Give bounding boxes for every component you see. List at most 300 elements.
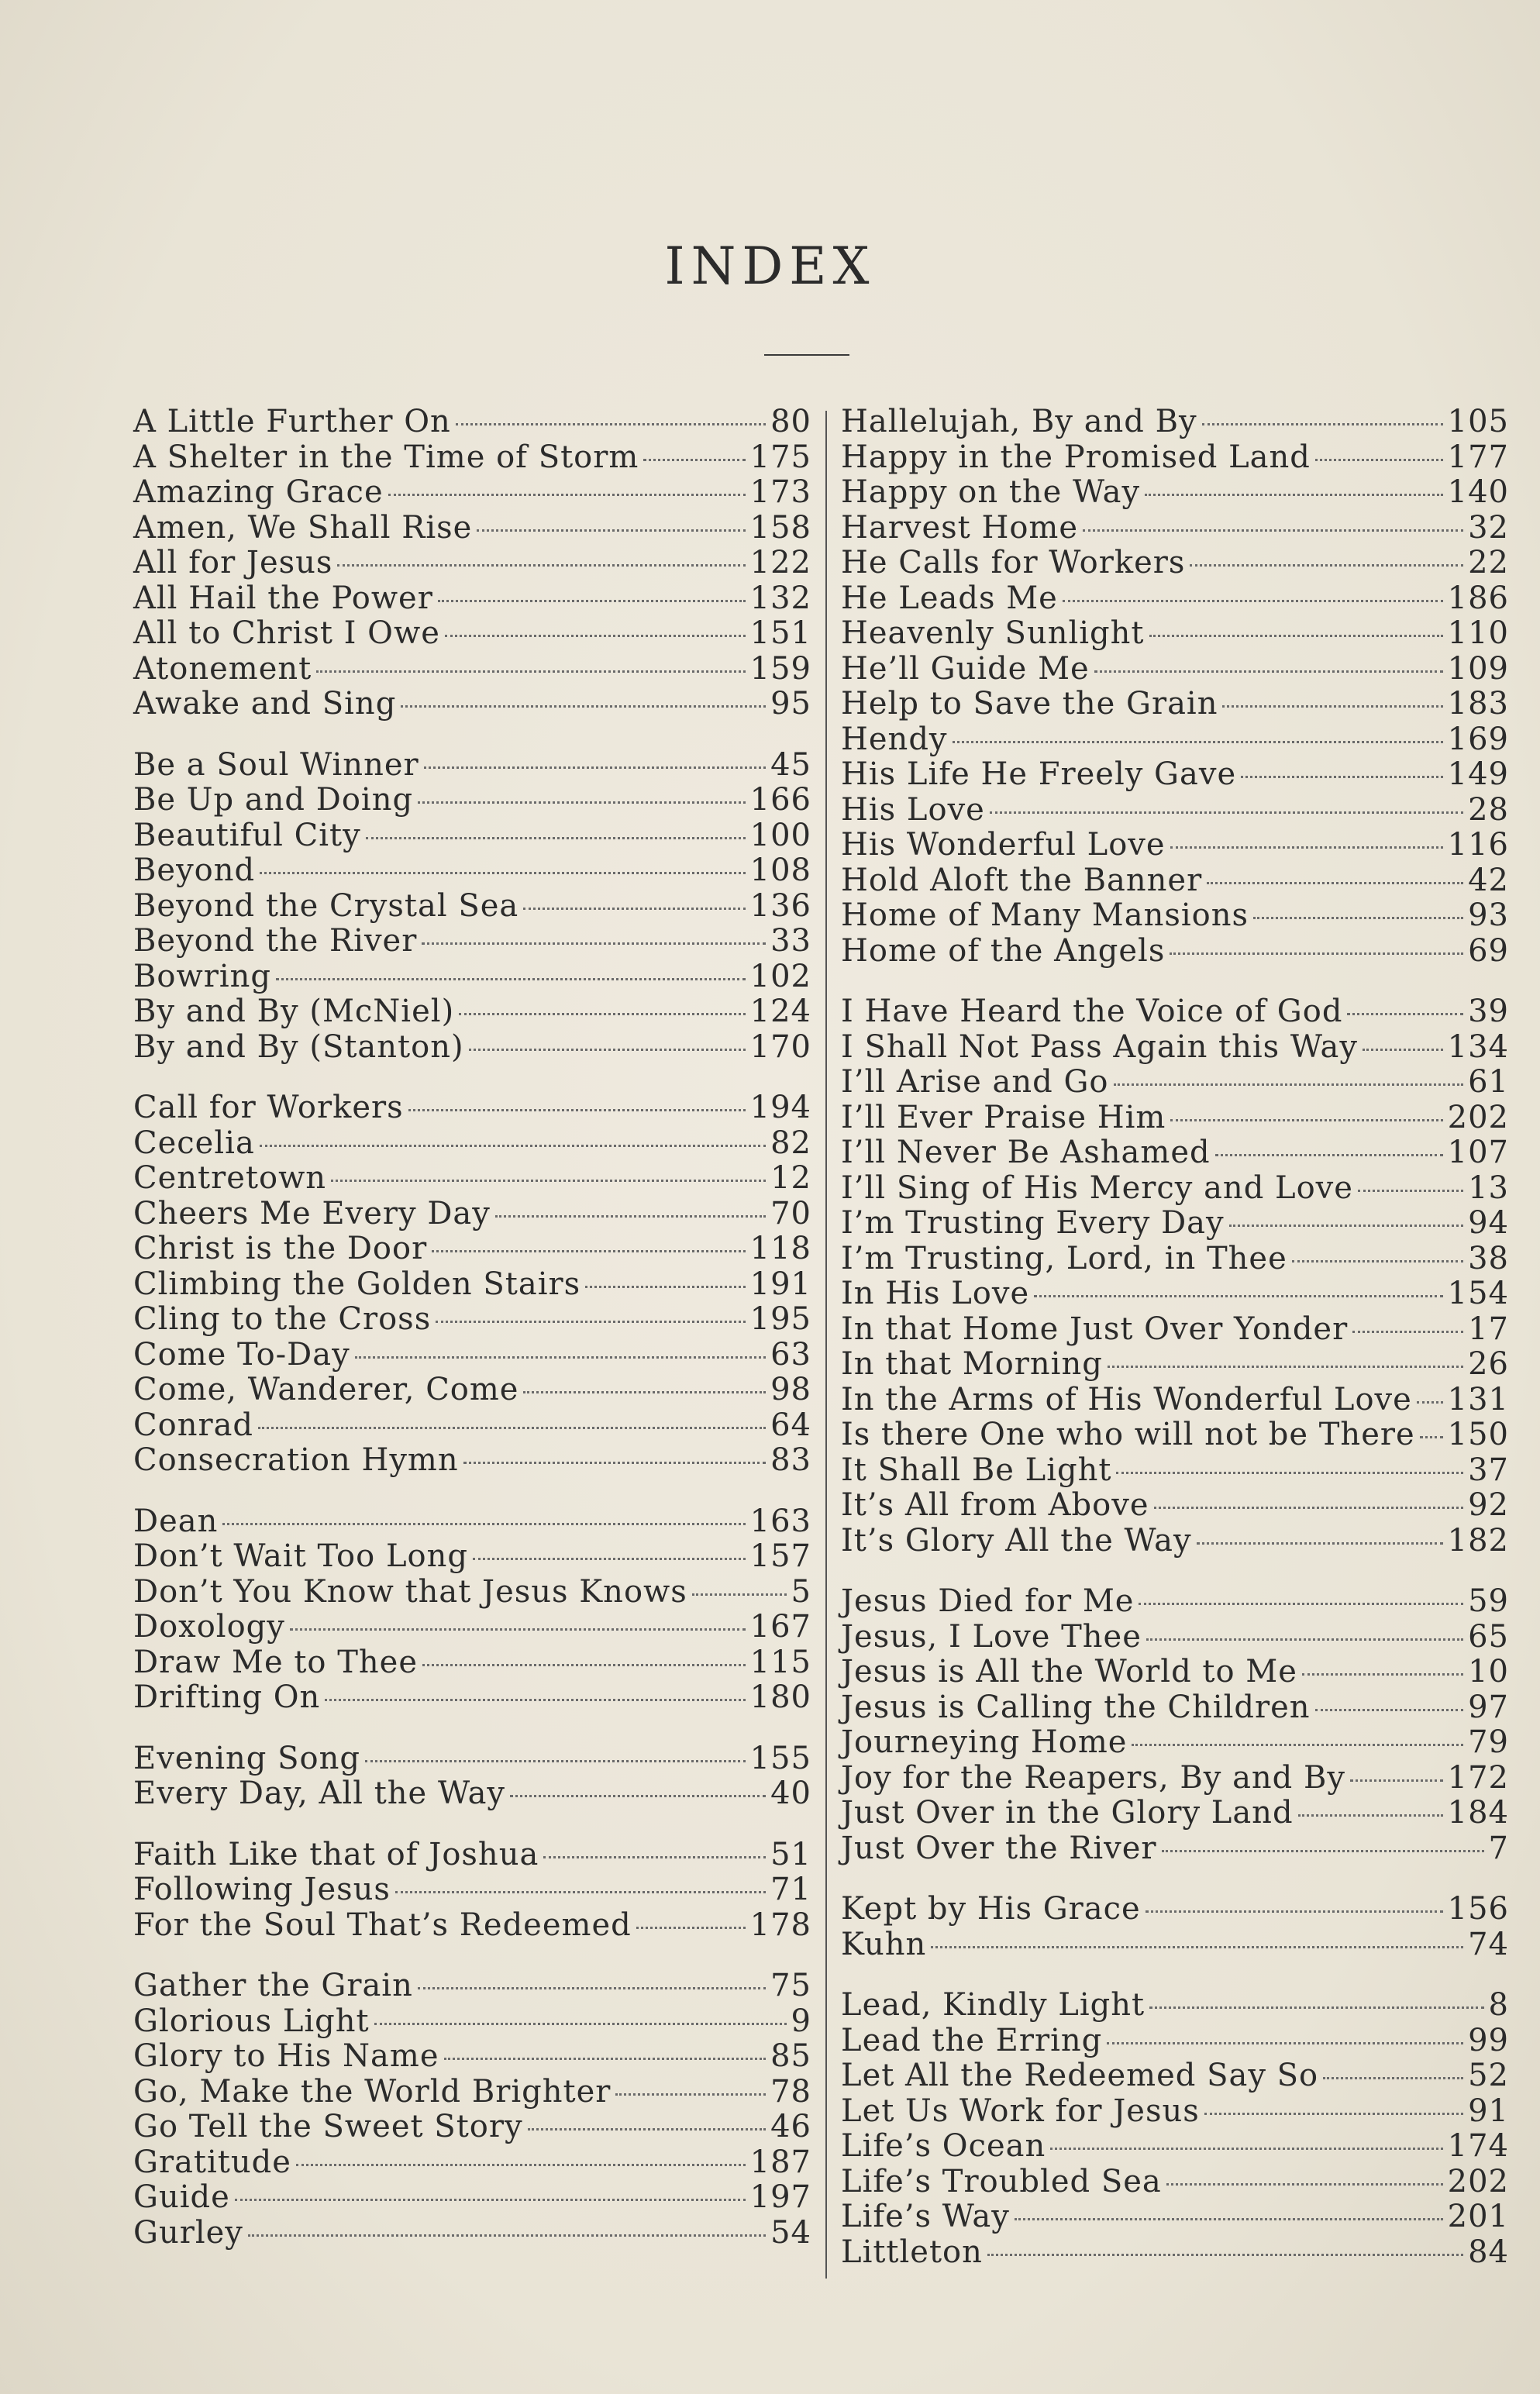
entry-title: Conrad xyxy=(133,1407,254,1443)
dot-leader xyxy=(523,908,745,910)
entry-title: Beyond xyxy=(133,853,256,888)
index-letter-group xyxy=(133,1090,811,1479)
index-entry xyxy=(841,757,1509,793)
entry-page-number: 78 xyxy=(770,2073,811,2110)
entry-page-number: 63 xyxy=(770,1336,811,1373)
entry-title: Atonement xyxy=(133,650,312,687)
entry-page-number: 65 xyxy=(1468,1618,1509,1655)
index-letter-group xyxy=(133,748,811,1066)
entry-page-number: 84 xyxy=(1468,2234,1509,2270)
index-entry xyxy=(133,652,811,687)
entry-page-number: 98 xyxy=(770,1372,811,1407)
entry-title: Joy for the Reapers, By and By xyxy=(841,1759,1345,1796)
dot-leader xyxy=(1323,2077,1463,2079)
index-entry xyxy=(133,1969,811,2004)
entry-page-number: 155 xyxy=(749,1740,811,1776)
entry-title: Heavenly Sunlight xyxy=(841,615,1145,651)
entry-page-number: 136 xyxy=(749,887,811,924)
index-entry xyxy=(133,2004,811,2040)
index-entry xyxy=(841,1135,1509,1171)
entry-title: Jesus Died for Me xyxy=(841,1583,1135,1619)
entry-page-number: 26 xyxy=(1468,1346,1509,1382)
entry-page-number: 175 xyxy=(749,439,811,475)
entry-title: Is there One who will not be There xyxy=(841,1417,1415,1452)
index-entry xyxy=(133,1443,811,1479)
entry-title: Littleton xyxy=(841,2234,983,2270)
entry-page-number: 116 xyxy=(1447,827,1509,863)
entry-page-number: 134 xyxy=(1447,1028,1509,1065)
entry-title: His Love xyxy=(841,791,985,828)
entry-title: He’ll Guide Me xyxy=(841,650,1090,687)
index-entry xyxy=(841,475,1509,511)
entry-title: All Hail the Power xyxy=(133,580,433,616)
index-entry xyxy=(841,1242,1509,1277)
entry-title: It’s Glory All the Way xyxy=(841,1522,1192,1559)
dot-leader xyxy=(374,2023,787,2025)
entry-title: Consecration Hymn xyxy=(133,1442,459,1478)
dot-leader xyxy=(222,1523,745,1525)
entry-title: Hallelujah, By and By xyxy=(841,404,1197,439)
dot-leader xyxy=(1170,1119,1442,1121)
entry-title: Every Day, All the Way xyxy=(133,1776,506,1811)
dot-leader xyxy=(438,600,746,602)
entry-title: Cecelia xyxy=(133,1125,255,1161)
entry-page-number: 109 xyxy=(1447,650,1509,687)
index-entry xyxy=(841,1453,1509,1489)
dot-leader xyxy=(316,670,745,673)
index-entry xyxy=(133,2216,811,2251)
index-letter-group xyxy=(841,405,1509,969)
entry-page-number: 150 xyxy=(1447,1417,1509,1452)
entry-page-number: 10 xyxy=(1468,1654,1509,1690)
entry-page-number: 174 xyxy=(1447,2128,1509,2164)
dot-leader xyxy=(1107,2042,1463,2044)
entry-title: Don’t You Know that Jesus Knows xyxy=(133,1573,687,1610)
entry-page-number: 197 xyxy=(749,2179,811,2215)
dot-leader xyxy=(463,1462,766,1464)
entry-title: Lead, Kindly Light xyxy=(841,1987,1146,2023)
dot-leader xyxy=(1170,952,1463,955)
index-entry xyxy=(841,1276,1509,1312)
dot-leader xyxy=(248,2234,766,2237)
index-entry xyxy=(133,1090,811,1126)
entry-page-number: 201 xyxy=(1447,2199,1509,2234)
index-entry xyxy=(133,1197,811,1232)
entry-page-number: 12 xyxy=(770,1160,811,1196)
dot-leader xyxy=(1352,1331,1463,1333)
entry-title: He Leads Me xyxy=(841,580,1058,616)
dot-leader xyxy=(931,1946,1463,1948)
dot-leader xyxy=(422,1664,746,1666)
dot-leader xyxy=(235,2199,746,2201)
index-entry xyxy=(841,1796,1509,1831)
index-entry xyxy=(841,616,1509,652)
column-divider xyxy=(825,411,827,2279)
entry-title: Drifting On xyxy=(133,1679,321,1715)
index-entry xyxy=(133,405,811,440)
entry-title: A Little Further On xyxy=(133,404,451,439)
index-entry xyxy=(841,1892,1509,1927)
entry-title: Gather the Grain xyxy=(133,1968,413,2003)
dot-leader xyxy=(1015,2218,1443,2220)
entry-page-number: 93 xyxy=(1468,897,1509,933)
index-entry xyxy=(133,889,811,925)
entry-page-number: 85 xyxy=(770,2038,811,2074)
dot-leader xyxy=(418,801,746,804)
entry-title: Gratitude xyxy=(133,2144,291,2180)
entry-page-number: 7 xyxy=(1488,1830,1509,1866)
dot-leader xyxy=(1063,600,1443,602)
index-entry xyxy=(841,1206,1509,1242)
index-entry xyxy=(841,1620,1509,1655)
entry-title: Kuhn xyxy=(841,1926,927,1962)
entry-page-number: 92 xyxy=(1468,1487,1509,1523)
dot-leader xyxy=(495,1215,766,1218)
index-entry xyxy=(133,440,811,476)
entry-title: His Life He Freely Gave xyxy=(841,756,1237,792)
index-entry xyxy=(841,722,1509,758)
dot-leader xyxy=(296,2164,746,2166)
entry-title: Cheers Me Every Day xyxy=(133,1195,491,1231)
index-entry xyxy=(133,1539,811,1575)
entry-title: He Calls for Workers xyxy=(841,545,1186,580)
entry-title: Following Jesus xyxy=(133,1872,391,1907)
entry-page-number: 100 xyxy=(749,817,811,853)
entry-page-number: 140 xyxy=(1447,474,1509,510)
dot-leader xyxy=(1083,529,1463,532)
entry-title: Go, Make the World Brighter xyxy=(133,2073,612,2110)
entry-page-number: 177 xyxy=(1447,439,1509,475)
entry-page-number: 187 xyxy=(749,2144,811,2180)
index-entry xyxy=(841,1383,1509,1418)
index-entry xyxy=(133,1504,811,1540)
entry-page-number: 159 xyxy=(749,650,811,687)
dot-leader xyxy=(1094,670,1443,673)
index-letter-group xyxy=(133,1504,811,1716)
entry-title: Be a Soul Winner xyxy=(133,746,419,783)
index-entry xyxy=(841,1524,1509,1559)
dot-leader xyxy=(258,1427,766,1429)
entry-page-number: 54 xyxy=(770,2214,811,2251)
dot-leader xyxy=(1222,705,1442,708)
dot-leader xyxy=(1302,1673,1463,1676)
entry-page-number: 95 xyxy=(770,686,811,722)
entry-page-number: 70 xyxy=(770,1195,811,1231)
entry-page-number: 184 xyxy=(1447,1795,1509,1831)
entry-title: I’ll Ever Praise Him xyxy=(841,1099,1166,1135)
dot-leader xyxy=(636,1927,746,1929)
index-entry xyxy=(133,2180,811,2216)
dot-leader xyxy=(1146,1910,1443,1913)
entry-title: Climbing the Golden Stairs xyxy=(133,1266,581,1302)
entry-page-number: 22 xyxy=(1468,545,1509,580)
dot-leader xyxy=(337,564,745,567)
entry-page-number: 183 xyxy=(1447,686,1509,722)
entry-page-number: 39 xyxy=(1468,994,1509,1029)
entry-title: Just Over the River xyxy=(841,1830,1157,1866)
entry-title: Lead the Erring xyxy=(841,2022,1103,2058)
dot-leader xyxy=(987,2254,1463,2256)
entry-page-number: 45 xyxy=(770,746,811,783)
entry-page-number: 46 xyxy=(770,2109,811,2144)
index-entry xyxy=(841,2235,1509,2271)
dot-leader xyxy=(1215,1154,1443,1156)
index-letter-group xyxy=(841,1988,1509,2270)
dot-leader xyxy=(1146,1638,1463,1641)
entry-title: In the Arms of His Wonderful Love xyxy=(841,1381,1412,1417)
dot-leader xyxy=(1132,1744,1463,1746)
entry-title: Home of Many Mansions xyxy=(841,897,1249,933)
entry-page-number: 99 xyxy=(1468,2022,1509,2058)
index-entry xyxy=(841,1347,1509,1383)
index-entry xyxy=(841,2058,1509,2094)
index-entry xyxy=(841,581,1509,617)
entry-title: Glorious Light xyxy=(133,2003,370,2039)
dot-leader xyxy=(365,1760,746,1762)
entry-page-number: 186 xyxy=(1447,580,1509,616)
dot-leader xyxy=(1204,2113,1463,2115)
entry-title: Life’s Ocean xyxy=(841,2128,1046,2164)
entry-page-number: 194 xyxy=(749,1090,811,1125)
index-entry xyxy=(133,475,811,511)
index-entry xyxy=(133,616,811,652)
entry-page-number: 170 xyxy=(749,1028,811,1065)
entry-page-number: 28 xyxy=(1468,791,1509,828)
entry-title: A Shelter in the Time of Storm xyxy=(133,439,639,475)
entry-title: Jesus is All the World to Me xyxy=(841,1654,1297,1690)
dot-leader xyxy=(355,1356,766,1359)
index-entry xyxy=(841,546,1509,581)
index-entry xyxy=(841,793,1509,828)
index-entry xyxy=(133,748,811,784)
entry-title: Bowring xyxy=(133,958,271,994)
entry-page-number: 17 xyxy=(1468,1311,1509,1347)
index-entry xyxy=(133,687,811,722)
dot-leader xyxy=(1253,917,1463,919)
entry-page-number: 122 xyxy=(749,545,811,580)
entry-title: Dean xyxy=(133,1503,219,1539)
entry-title: Doxology xyxy=(133,1609,285,1645)
entry-title: Jesus, I Love Thee xyxy=(841,1618,1142,1655)
index-letter-group xyxy=(133,1838,811,1944)
entry-title: Evening Song xyxy=(133,1740,360,1776)
dot-leader xyxy=(395,1891,766,1893)
entry-title: Jesus is Calling the Children xyxy=(841,1689,1311,1725)
entry-title: Let Us Work for Jesus xyxy=(841,2093,1200,2129)
entry-page-number: 166 xyxy=(749,782,811,818)
dot-leader xyxy=(523,1391,766,1393)
dot-leader xyxy=(1197,1542,1443,1545)
index-entry xyxy=(841,1655,1509,1690)
index-entry xyxy=(133,1645,811,1681)
index-entry xyxy=(841,1312,1509,1348)
entry-title: Cling to the Cross xyxy=(133,1301,432,1337)
index-entry xyxy=(133,1776,811,1812)
entry-title: Happy in the Promised Land xyxy=(841,439,1311,475)
dot-leader xyxy=(1139,1603,1463,1605)
entry-title: For the Soul That’s Redeemed xyxy=(133,1907,632,1943)
entry-title: In that Morning xyxy=(841,1346,1103,1382)
index-entry xyxy=(133,1030,811,1066)
index-letter-group xyxy=(133,1969,811,2251)
entry-title: I Have Heard the Voice of God xyxy=(841,994,1343,1029)
dot-leader xyxy=(1229,1225,1463,1227)
entry-title: I’m Trusting, Lord, in Thee xyxy=(841,1240,1287,1276)
entry-page-number: 69 xyxy=(1468,932,1509,969)
title-rule xyxy=(764,354,849,356)
dot-leader xyxy=(1170,846,1443,849)
entry-title: Come, Wanderer, Come xyxy=(133,1372,519,1407)
dot-leader xyxy=(459,1013,745,1015)
index-entry xyxy=(133,818,811,854)
index-entry xyxy=(133,853,811,889)
entry-page-number: 5 xyxy=(791,1573,811,1610)
dot-leader xyxy=(990,811,1463,814)
dot-leader xyxy=(290,1628,746,1631)
index-letter-group xyxy=(841,1892,1509,1962)
dot-leader xyxy=(408,1109,746,1111)
entry-page-number: 80 xyxy=(770,404,811,439)
entry-page-number: 195 xyxy=(749,1301,811,1337)
entry-page-number: 191 xyxy=(749,1266,811,1302)
entry-page-number: 79 xyxy=(1468,1724,1509,1760)
dot-leader xyxy=(1114,1083,1464,1086)
index-entry xyxy=(841,2129,1509,2165)
index-entry xyxy=(841,1927,1509,1963)
dot-leader xyxy=(444,2058,767,2060)
dot-leader xyxy=(1417,1401,1443,1404)
index-letter-group xyxy=(841,1584,1509,1866)
entry-title: Kept by His Grace xyxy=(841,1891,1141,1927)
entry-page-number: 151 xyxy=(749,615,811,651)
dot-leader xyxy=(473,1558,746,1560)
dot-leader xyxy=(585,1286,745,1288)
dot-leader xyxy=(401,705,766,708)
entry-title: Just Over in the Glory Land xyxy=(841,1795,1294,1831)
page-title: INDEX xyxy=(664,236,876,296)
index-entry xyxy=(841,1761,1509,1796)
dot-leader xyxy=(260,872,746,874)
entry-page-number: 94 xyxy=(1468,1205,1509,1241)
entry-page-number: 64 xyxy=(770,1407,811,1443)
dot-leader xyxy=(445,635,746,637)
entry-page-number: 32 xyxy=(1468,509,1509,546)
index-entry xyxy=(133,1161,811,1197)
dot-leader xyxy=(615,2093,766,2096)
entry-title: Beyond the Crystal Sea xyxy=(133,887,519,924)
index-entry xyxy=(133,1267,811,1303)
entry-page-number: 182 xyxy=(1447,1522,1509,1559)
index-entry xyxy=(841,2094,1509,2130)
entry-page-number: 82 xyxy=(770,1125,811,1161)
entry-page-number: 118 xyxy=(749,1231,811,1266)
dot-leader xyxy=(422,942,766,945)
dot-leader xyxy=(1149,2006,1483,2009)
index-entry xyxy=(841,1725,1509,1761)
index-entry xyxy=(133,1338,811,1373)
index-entry xyxy=(133,511,811,546)
entry-page-number: 202 xyxy=(1447,2163,1509,2199)
dot-leader xyxy=(331,1180,766,1182)
entry-page-number: 132 xyxy=(749,580,811,616)
index-entry xyxy=(133,994,811,1030)
entry-title: By and By (Stanton) xyxy=(133,1028,464,1065)
dot-leader xyxy=(1154,1507,1464,1509)
index-letter-group xyxy=(133,405,811,722)
entry-page-number: 97 xyxy=(1468,1689,1509,1725)
index-entry xyxy=(133,783,811,818)
dot-leader xyxy=(432,1250,745,1252)
entry-page-number: 37 xyxy=(1468,1452,1509,1488)
entry-title: All for Jesus xyxy=(133,545,333,580)
dot-leader xyxy=(366,837,746,839)
dot-leader xyxy=(469,1049,746,1051)
entry-page-number: 107 xyxy=(1447,1135,1509,1170)
dot-leader xyxy=(510,1795,766,1797)
entry-title: Amazing Grace xyxy=(133,474,384,510)
index-entry xyxy=(133,1408,811,1444)
entry-title: By and By (McNiel) xyxy=(133,994,455,1029)
index-entry xyxy=(841,1988,1509,2024)
entry-page-number: 178 xyxy=(749,1907,811,1943)
dot-leader xyxy=(456,423,766,425)
index-entry xyxy=(841,934,1509,970)
entry-title: Amen, We Shall Rise xyxy=(133,509,473,546)
entry-page-number: 71 xyxy=(770,1872,811,1907)
index-letter-group xyxy=(841,994,1509,1559)
entry-title: Beyond the River xyxy=(133,923,418,959)
index-entry xyxy=(841,1488,1509,1524)
dot-leader xyxy=(1358,1190,1463,1192)
index-entry xyxy=(133,1908,811,1944)
entry-page-number: 115 xyxy=(749,1644,811,1680)
entry-title: I’m Trusting Every Day xyxy=(841,1205,1225,1241)
entry-title: It’s All from Above xyxy=(841,1487,1149,1523)
index-entry xyxy=(133,2039,811,2075)
dot-leader xyxy=(1347,1013,1463,1015)
dot-leader xyxy=(1162,1850,1484,1852)
entry-title: Centretown xyxy=(133,1160,327,1196)
dot-leader xyxy=(1315,459,1443,461)
entry-title: Come To-Day xyxy=(133,1336,350,1373)
dot-leader xyxy=(1166,2183,1443,2186)
index-column-right xyxy=(841,405,1509,2296)
index-entry xyxy=(841,2199,1509,2235)
entry-title: Beautiful City xyxy=(133,817,361,853)
index-entry xyxy=(841,898,1509,934)
index-entry xyxy=(841,1171,1509,1207)
dot-leader xyxy=(424,766,766,769)
index-entry xyxy=(133,2145,811,2181)
entry-page-number: 180 xyxy=(749,1679,811,1715)
entry-title: Hendy xyxy=(841,721,948,757)
index-entry xyxy=(841,1584,1509,1620)
entry-page-number: 38 xyxy=(1468,1240,1509,1276)
entry-title: Happy on the Way xyxy=(841,474,1141,510)
entry-title: Life’s Troubled Sea xyxy=(841,2163,1162,2199)
dot-leader xyxy=(528,2128,767,2130)
entry-title: Call for Workers xyxy=(133,1090,404,1125)
entry-page-number: 42 xyxy=(1468,862,1509,898)
entry-title: Draw Me to Thee xyxy=(133,1644,418,1680)
dot-leader xyxy=(953,741,1443,743)
entry-page-number: 52 xyxy=(1468,2058,1509,2093)
index-entry xyxy=(841,1030,1509,1066)
entry-title: Home of the Angels xyxy=(841,932,1166,969)
entry-title: In His Love xyxy=(841,1276,1030,1311)
entry-page-number: 51 xyxy=(770,1836,811,1872)
entry-title: I Shall Not Pass Again this Way xyxy=(841,1028,1358,1065)
